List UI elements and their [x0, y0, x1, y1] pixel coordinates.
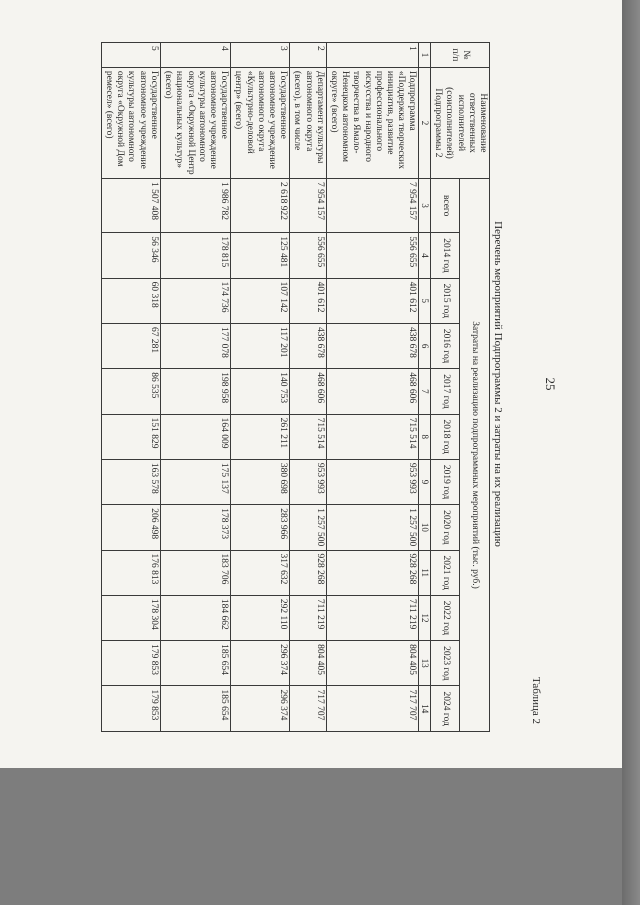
row-value: 1 257 500 [326, 505, 419, 550]
row-value: 185 654 [160, 686, 230, 732]
row-no: 1 [326, 43, 419, 68]
row-value: 401 612 [290, 278, 327, 323]
page-number: 25 [543, 377, 558, 391]
row-value: 556 655 [326, 233, 419, 278]
row-value: 717 707 [290, 686, 327, 732]
row-value: 2 618 922 [231, 178, 290, 232]
header-year: 2021 год [430, 550, 460, 595]
column-index: 14 [419, 686, 431, 732]
header-year: 2018 год [430, 414, 460, 459]
header-year: 2014 год [430, 233, 460, 278]
row-name: Подпрограмма «Поддержка творческих инициатив, развитие профессионального искусства и народного творчества в Ямало-Ненецком автономном округе» (всего) [326, 67, 419, 178]
header-total: всего [430, 178, 460, 232]
scan-edge-shadow [622, 0, 640, 905]
row-value: 174 736 [160, 278, 230, 323]
row-value: 317 632 [231, 550, 290, 595]
column-index: 1 [419, 43, 431, 68]
row-value: 1 986 782 [160, 178, 230, 232]
table-row [231, 43, 290, 732]
row-no: 2 [290, 43, 327, 68]
row-value: 176 813 [101, 550, 160, 595]
row-value: 179 853 [101, 641, 160, 686]
row-no: 3 [231, 43, 290, 68]
row-value: 178 815 [160, 233, 230, 278]
row-value: 711 219 [326, 595, 419, 640]
row-value: 953 993 [326, 459, 419, 504]
row-value: 86 535 [101, 369, 160, 414]
header-year: 2022 год [430, 595, 460, 640]
column-index: 8 [419, 414, 431, 459]
row-value: 206 498 [101, 505, 160, 550]
header-costs: Затраты на реализацию подпрограммных мероприятий (тыс. руб.) [460, 178, 490, 731]
header-year: 2015 год [430, 278, 460, 323]
row-value: 125 481 [231, 233, 290, 278]
table-row [101, 43, 160, 732]
column-index: 2 [419, 67, 431, 178]
row-value: 163 578 [101, 459, 160, 504]
column-index: 5 [419, 278, 431, 323]
table-row [160, 43, 230, 732]
row-value: 1 257 500 [290, 505, 327, 550]
row-value: 178 304 [101, 595, 160, 640]
row-value: 711 219 [290, 595, 327, 640]
row-name: Департамент культуры автономного округа (всего), в том числе [290, 67, 327, 178]
row-value: 953 993 [290, 459, 327, 504]
row-value: 928 268 [326, 550, 419, 595]
row-value: 438 678 [290, 323, 327, 368]
header-name: Наименование ответственных исполнителей (соисполнителей) Подпрограммы 2 [430, 67, 489, 178]
table-row [290, 43, 327, 732]
row-value: 67 281 [101, 323, 160, 368]
column-index: 3 [419, 178, 431, 232]
row-name: Государственное автономное учреждение автономного округа «Культурно-деловой центр» (всего) [231, 67, 290, 178]
column-index-row [419, 43, 431, 732]
row-value: 60 318 [101, 278, 160, 323]
row-value: 401 612 [326, 278, 419, 323]
column-index: 11 [419, 550, 431, 595]
rotated-document [0, 4, 622, 764]
row-value: 296 374 [231, 686, 290, 732]
column-index: 10 [419, 505, 431, 550]
row-no: 5 [101, 43, 160, 68]
row-value: 7 954 157 [290, 178, 327, 232]
costs-table [101, 42, 490, 732]
row-value: 140 753 [231, 369, 290, 414]
row-value: 7 954 157 [326, 178, 419, 232]
row-value: 380 698 [231, 459, 290, 504]
row-value: 292 110 [231, 595, 290, 640]
document-title: Перечень мероприятий Подпрограммы 2 и затраты на их реализацию [492, 221, 504, 547]
row-value: 804 405 [290, 641, 327, 686]
row-value: 179 853 [101, 686, 160, 732]
row-value: 198 958 [160, 369, 230, 414]
column-index: 4 [419, 233, 431, 278]
row-value: 56 346 [101, 233, 160, 278]
row-value: 468 606 [290, 369, 327, 414]
row-value: 117 201 [231, 323, 290, 368]
row-value: 178 373 [160, 505, 230, 550]
header-year: 2023 год [430, 641, 460, 686]
row-value: 1 507 408 [101, 178, 160, 232]
row-value: 183 706 [160, 550, 230, 595]
row-value: 717 707 [326, 686, 419, 732]
row-value: 715 514 [290, 414, 327, 459]
row-no: 4 [160, 43, 230, 68]
header-year: 2016 год [430, 323, 460, 368]
row-value: 928 268 [290, 550, 327, 595]
header-no: № п/п [430, 43, 489, 68]
row-value: 164 009 [160, 414, 230, 459]
table-row [326, 43, 419, 732]
row-value: 175 137 [160, 459, 230, 504]
row-value: 107 142 [231, 278, 290, 323]
column-index: 9 [419, 459, 431, 504]
row-value: 184 662 [160, 595, 230, 640]
column-index: 7 [419, 369, 431, 414]
header-year: 2017 год [430, 369, 460, 414]
row-name: Государственное автономное учреждение культуры автономного округа «Окружной Центр национальных культур» (всего) [160, 67, 230, 178]
row-value: 151 829 [101, 414, 160, 459]
row-value: 185 654 [160, 641, 230, 686]
row-value: 296 374 [231, 641, 290, 686]
header-year: 2020 год [430, 505, 460, 550]
row-value: 804 405 [326, 641, 419, 686]
column-index: 6 [419, 323, 431, 368]
row-value: 438 678 [326, 323, 419, 368]
header-year: 2019 год [430, 459, 460, 504]
row-value: 283 966 [231, 505, 290, 550]
header-year: 2024 год [430, 686, 460, 732]
row-value: 177 078 [160, 323, 230, 368]
row-value: 556 655 [290, 233, 327, 278]
row-value: 715 514 [326, 414, 419, 459]
row-value: 261 211 [231, 414, 290, 459]
row-value: 468 606 [326, 369, 419, 414]
row-name: Государственное автономное учреждение культуры автономного округа «Окружной Дом ремесел» (всего) [101, 67, 160, 178]
column-index: 12 [419, 595, 431, 640]
table-label: Таблица 2 [530, 676, 542, 724]
column-index: 13 [419, 641, 431, 686]
